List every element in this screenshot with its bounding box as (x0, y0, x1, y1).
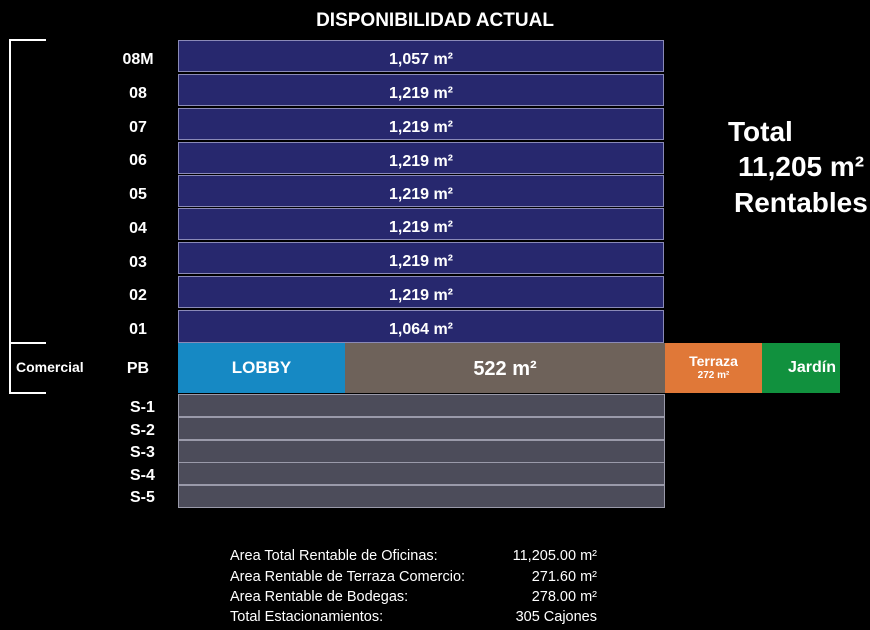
floor-level-label: 02 (129, 287, 147, 304)
comercial-label: Comercial (16, 359, 84, 375)
floor-level-label: 03 (129, 254, 147, 271)
floor-area-block[interactable]: 1,219 m² (178, 142, 664, 174)
summary-label: Area Total Rentable de Oficinas: (230, 548, 438, 564)
summary-value: 278.00 m² (531, 589, 597, 605)
total-line-3: Rentables (734, 187, 868, 218)
basement-block[interactable] (178, 440, 665, 463)
total-line-2: 11,205 m² (738, 151, 865, 182)
lobby-block[interactable]: LOBBY (178, 343, 345, 393)
retail-area-block[interactable]: 522 m² (345, 343, 665, 393)
bracket-tick-top (9, 39, 46, 41)
floor-level-label: 08M (122, 51, 154, 68)
floor-level-label: 06 (129, 152, 147, 169)
summary-value: 11,205.00 m² (512, 548, 597, 564)
bracket-tick-middle (9, 342, 46, 344)
floor-area-block[interactable]: 1,219 m² (178, 276, 664, 308)
jardin-block[interactable]: Jardín (762, 343, 840, 393)
floor-level-label: 07 (129, 119, 147, 136)
bracket-tick-bottom (9, 392, 46, 394)
summary-value: 271.60 m² (531, 569, 597, 585)
floor-level-label: 08 (129, 85, 147, 102)
basement-level-label: S-5 (130, 489, 155, 506)
summary-label: Total Estacionamientos: (230, 609, 384, 625)
floor-area-block[interactable]: 1,064 m² (178, 310, 664, 343)
basement-block[interactable] (178, 394, 665, 417)
summary-label: Area Rentable de Terraza Comercio: (230, 569, 466, 585)
floor-area-block[interactable]: 1,219 m² (178, 175, 664, 207)
floor-area-block[interactable]: 1,219 m² (178, 208, 664, 240)
total-line-1: Total (728, 116, 793, 147)
bracket-line (9, 40, 11, 393)
floor-area-block[interactable]: 1,057 m² (178, 40, 664, 72)
floor-area-block[interactable]: 1,219 m² (178, 242, 664, 274)
floor-area-block[interactable]: 1,219 m² (178, 74, 664, 106)
basement-level-label: S-2 (130, 422, 155, 439)
floor-level-label: 04 (129, 220, 147, 237)
basement-block[interactable] (178, 462, 665, 485)
basement-level-label: S-4 (130, 467, 155, 484)
basement-block[interactable] (178, 417, 665, 440)
summary-value: 305 Cajones (515, 609, 597, 625)
terraza-label: Terraza (689, 353, 738, 369)
terraza-area: 272 m² (697, 370, 730, 381)
floor-area-block[interactable]: 1,219 m² (178, 108, 664, 140)
basement-block[interactable] (178, 485, 665, 508)
terraza-block[interactable] (665, 343, 762, 393)
basement-level-label: S-3 (130, 444, 155, 461)
pb-level-label: PB (126, 360, 150, 377)
floor-level-label: 01 (129, 321, 147, 338)
basement-level-label: S-1 (130, 399, 155, 416)
summary-label: Area Rentable de Bodegas: (230, 589, 409, 605)
floor-level-label: 05 (129, 186, 147, 203)
page-title: DISPONIBILIDAD ACTUAL (316, 10, 554, 31)
